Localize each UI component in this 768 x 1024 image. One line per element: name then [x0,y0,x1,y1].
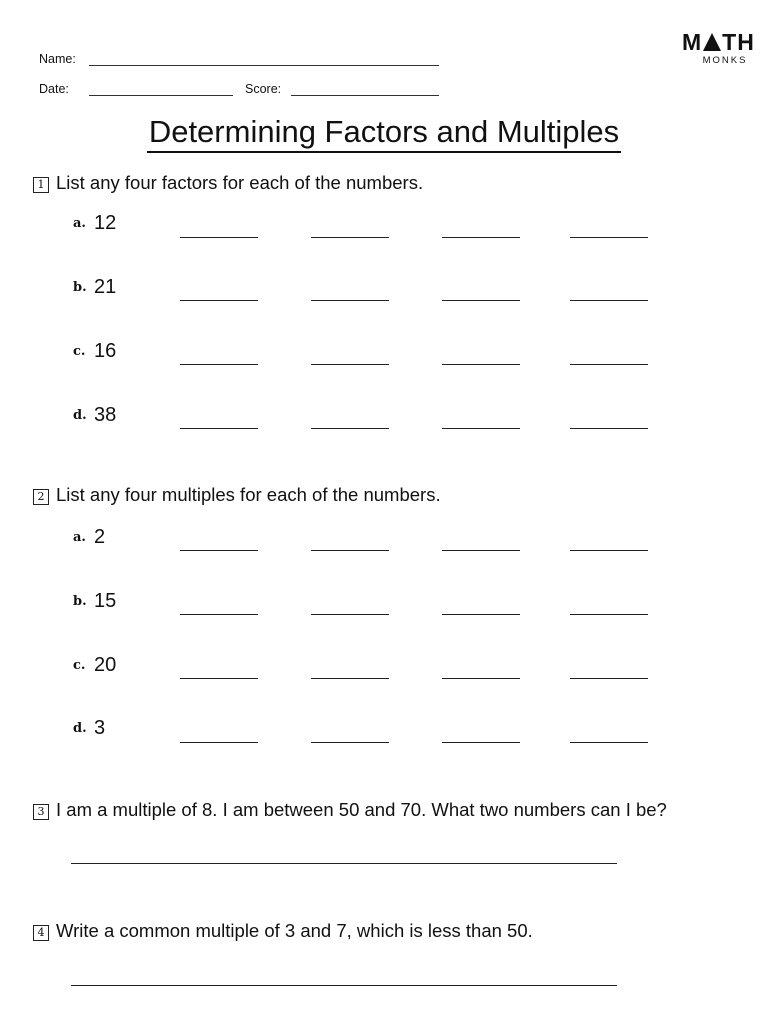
answer-blank[interactable] [180,550,258,551]
question-2 [33,484,441,506]
answer-blank[interactable] [311,742,389,743]
answer-blank[interactable] [570,742,648,743]
answer-blank[interactable] [570,678,648,679]
score-field[interactable] [291,95,439,96]
item-letter: a. [73,530,86,545]
answer-blank[interactable] [442,364,520,365]
answer-blank[interactable] [442,428,520,429]
item-number: 16 [94,340,117,362]
answer-blank[interactable] [570,364,648,365]
question-text: Write a common multiple of 3 and 7, which is less than 50. [56,920,533,941]
logo-text-m: M [682,29,703,55]
date-label: Date: [39,82,69,96]
answer-blank[interactable] [180,614,258,615]
logo-text-th: TH [722,29,755,55]
answer-blank[interactable] [311,550,389,551]
answer-blank[interactable] [442,300,520,301]
question-1 [33,172,423,194]
item-number: 21 [94,276,117,298]
item-number: 15 [94,590,117,612]
item-number: 12 [94,212,117,234]
answer-blank[interactable] [311,428,389,429]
answer-blank[interactable] [442,614,520,615]
answer-blank[interactable] [311,678,389,679]
question-text: List any four factors for each of the numbers. [56,172,424,193]
item-letter: b. [73,280,87,295]
item-letter: c. [73,344,86,359]
answer-blank[interactable] [570,300,648,301]
answer-blank[interactable] [180,300,258,301]
answer-blank[interactable] [311,237,389,238]
answer-blank[interactable] [311,300,389,301]
item-letter: b. [73,594,87,609]
answer-blank[interactable] [442,237,520,238]
item-number: 2 [94,526,106,548]
page-title [0,114,768,150]
item-number: 38 [94,404,117,426]
name-field[interactable] [89,65,439,66]
question-number-box: 2 [33,489,49,505]
score-label: Score: [245,82,282,96]
item-letter: c. [73,658,86,673]
date-field[interactable] [89,95,233,96]
item-letter: d. [73,721,87,736]
question-number-box: 4 [33,925,49,941]
answer-blank[interactable] [311,614,389,615]
answer-line[interactable] [71,863,617,864]
item-number: 20 [94,654,117,676]
answer-blank[interactable] [570,428,648,429]
answer-blank[interactable] [442,742,520,743]
answer-blank[interactable] [180,237,258,238]
question-number-box: 1 [33,177,49,193]
question-text: List any four multiples for each of the numbers. [56,484,441,505]
answer-blank[interactable] [442,678,520,679]
answer-blank[interactable] [180,742,258,743]
answer-blank[interactable] [570,237,648,238]
page-title-text: Determining Factors and Multiples [147,114,621,153]
answer-blank[interactable] [180,364,258,365]
question-4 [33,920,533,942]
item-number: 3 [94,717,106,739]
math-monks-logo [682,29,755,66]
question-text: I am a multiple of 8. I am between 50 and 70. What two numbers can I be? [56,799,667,820]
triangle-icon [703,33,721,51]
answer-blank[interactable] [570,550,648,551]
item-letter: a. [73,216,86,231]
question-3 [33,799,667,821]
answer-blank[interactable] [570,614,648,615]
answer-blank[interactable] [442,550,520,551]
item-letter: d. [73,408,87,423]
answer-blank[interactable] [180,428,258,429]
name-label: Name: [39,52,76,66]
answer-blank[interactable] [311,364,389,365]
answer-line[interactable] [71,985,617,986]
logo-subtext: MONKS [702,55,748,66]
question-number-box: 3 [33,804,49,820]
answer-blank[interactable] [180,678,258,679]
